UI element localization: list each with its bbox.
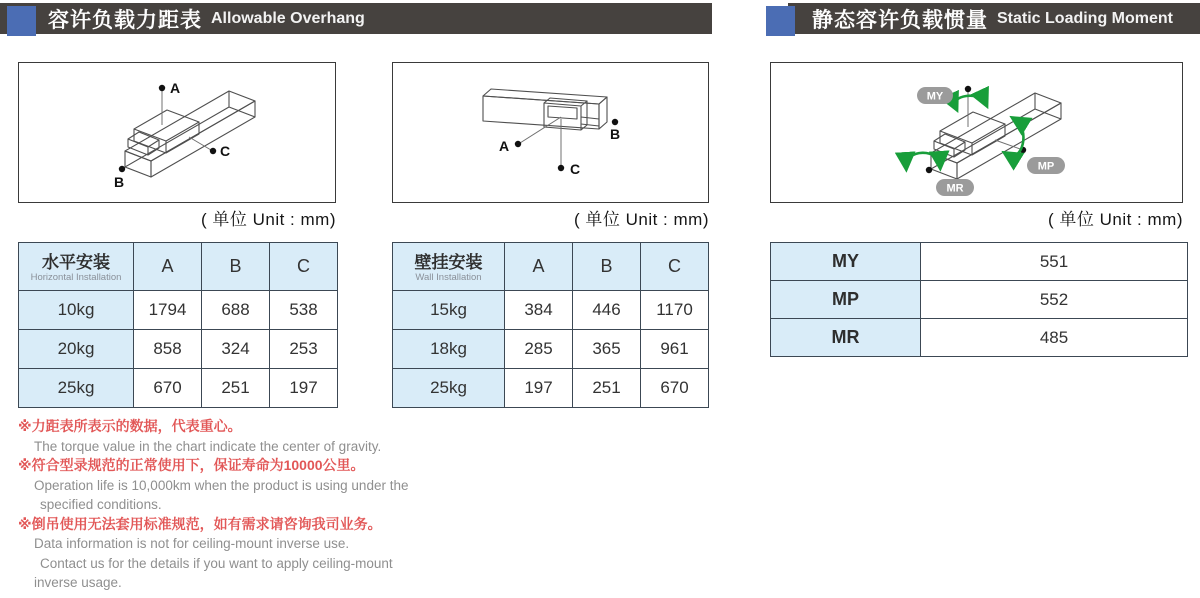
moment-label-cell: MR	[771, 319, 921, 357]
wall-installation-diagram	[392, 62, 709, 203]
section-header-allowable-overhang	[0, 3, 712, 34]
column-header-a: A	[505, 243, 573, 291]
moment-label-cell: MP	[771, 281, 921, 319]
point-c-label: C	[220, 143, 231, 159]
column-header-a: A	[134, 243, 202, 291]
moment-value-cell: 552	[921, 281, 1188, 319]
table-row	[393, 330, 709, 369]
moment-value-cell: 551	[921, 243, 1188, 281]
value-cell: 384	[505, 291, 573, 330]
rail-hidden-edges	[125, 91, 255, 167]
note-line: Contact us for the details if you want to apply ceiling-mount	[40, 555, 393, 571]
horizontal-installation-table	[18, 242, 338, 408]
carriage-step	[128, 132, 159, 155]
section-title-zh: 容许负载力距表	[48, 8, 202, 32]
note-line: inverse usage.	[34, 575, 122, 590]
column-header-c: C	[641, 243, 709, 291]
section-title-zh: 静态容许负载惯量	[812, 8, 988, 32]
footnotes	[18, 417, 498, 593]
table-row	[771, 243, 1188, 281]
table-header-cell	[19, 243, 134, 291]
point-a-dot	[159, 85, 165, 91]
column-header-c: C	[270, 243, 338, 291]
moment-label-cell: MY	[771, 243, 921, 281]
column-header-b: B	[573, 243, 641, 291]
rail-top-face	[931, 93, 1061, 163]
wall-installation-table	[392, 242, 709, 408]
note-line: Data information is not for ceiling-mount inverse use.	[34, 536, 350, 551]
value-cell: 197	[270, 369, 338, 408]
table-header-cell	[393, 243, 505, 291]
value-cell: 446	[573, 291, 641, 330]
note-line: ※符合型录规范的正常使用下，保证寿命为10000公里。	[18, 457, 365, 473]
note-line: ※倒吊使用无法套用标准规范，如有需求请咨询我司业务。	[18, 515, 382, 532]
carriage-step	[934, 134, 965, 157]
point-c-dot	[210, 148, 216, 154]
value-cell: 251	[573, 369, 641, 408]
unit-label: ( 单位 Unit : mm)	[1048, 210, 1183, 229]
mr-rotation-arrow	[906, 153, 940, 165]
point-c-label: C	[570, 161, 581, 177]
value-cell: 1170	[641, 291, 709, 330]
value-cell: 324	[202, 330, 270, 369]
my-rotation-arrow	[955, 96, 985, 106]
point-a-label: A	[170, 80, 181, 96]
my-badge-label: MY	[926, 90, 944, 103]
accent-square-icon	[7, 6, 36, 36]
value-cell: 365	[573, 330, 641, 369]
table-row	[771, 281, 1188, 319]
value-cell: 251	[202, 369, 270, 408]
mp-rotation-arrow	[1008, 120, 1023, 156]
value-cell: 538	[270, 291, 338, 330]
value-cell: 1794	[134, 291, 202, 330]
load-cell: 25kg	[393, 369, 505, 408]
load-cell: 20kg	[19, 330, 134, 369]
table-header-zh: 水平安装	[42, 252, 110, 272]
accent-square-icon	[766, 6, 795, 36]
unit-label: ( 单位 Unit : mm)	[201, 210, 336, 229]
rail-end-face	[599, 97, 607, 129]
value-cell: 688	[202, 291, 270, 330]
moment-value-cell: 485	[921, 319, 1188, 357]
point-a-dot	[515, 141, 521, 147]
section-header-static-loading-moment	[788, 3, 1200, 34]
mr-badge-label: MR	[946, 182, 964, 195]
unit-label: ( 单位 Unit : mm)	[574, 210, 709, 229]
value-cell: 197	[505, 369, 573, 408]
note-line: The torque value in the chart indicate the center of gravity.	[34, 438, 382, 454]
carriage-block	[940, 112, 1005, 155]
point-c-leader	[189, 137, 211, 150]
load-cell: 18kg	[393, 330, 505, 369]
load-cell: 15kg	[393, 291, 505, 330]
column-header-b: B	[202, 243, 270, 291]
value-cell: 253	[270, 330, 338, 369]
section-title-en: Allowable Overhang	[211, 9, 365, 27]
point-b-label: B	[114, 174, 125, 190]
table-row	[393, 291, 709, 330]
table-header-en: Wall Installation	[415, 271, 482, 283]
point-b-label: B	[610, 126, 621, 142]
point-c-dot	[558, 165, 564, 171]
rail-front-face	[151, 101, 255, 177]
value-cell: 858	[134, 330, 202, 369]
value-cell: 670	[134, 369, 202, 408]
horizontal-installation-diagram	[18, 62, 336, 203]
carriage-inner-detail	[548, 106, 599, 126]
point-a-leader	[520, 117, 561, 143]
table-header-en: Horizontal Installation	[30, 271, 122, 283]
static-moment-diagram	[770, 62, 1183, 203]
section-title-en: Static Loading Moment	[997, 9, 1173, 27]
note-line: Operation life is 10,000km when the product is using under the	[34, 477, 409, 493]
point-b-dot	[119, 166, 125, 172]
my-axis-dot	[965, 86, 971, 92]
load-cell: 10kg	[19, 291, 134, 330]
mp-badge-label: MP	[1037, 160, 1055, 173]
load-cell: 25kg	[19, 369, 134, 408]
value-cell: 285	[505, 330, 573, 369]
table-header-zh: 壁挂安装	[414, 252, 483, 272]
static-moment-table	[770, 242, 1188, 357]
table-row	[771, 319, 1188, 357]
point-a-label: A	[499, 138, 510, 154]
point-b-dot	[612, 119, 618, 125]
value-cell: 670	[641, 369, 709, 408]
value-cell: 961	[641, 330, 709, 369]
table-row	[19, 330, 338, 369]
table-row	[19, 369, 338, 408]
mr-axis-dot	[926, 167, 932, 173]
carriage-block	[134, 110, 199, 153]
table-row	[19, 291, 338, 330]
rail-top-face	[125, 91, 255, 161]
table-row	[393, 369, 709, 408]
note-line: ※力距表所表示的数据，代表重心。	[18, 418, 242, 434]
note-line: specified conditions.	[40, 497, 162, 512]
